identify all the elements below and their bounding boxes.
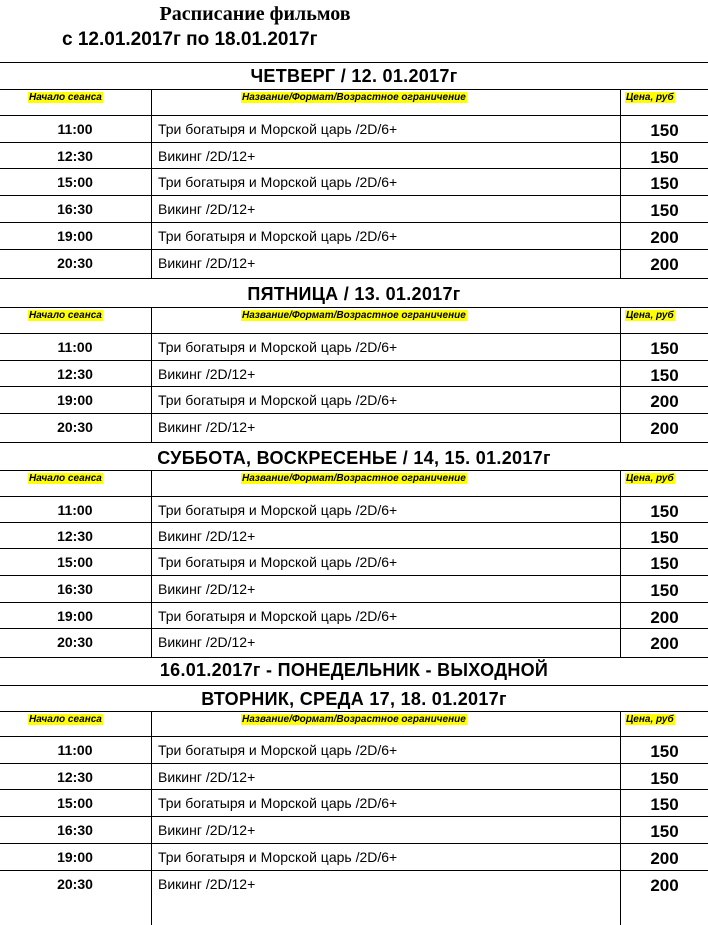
col-header-price-label: Цена, руб bbox=[626, 473, 674, 484]
row-film: Викинг /2D/12+ bbox=[158, 419, 256, 435]
row-time: 12:30 bbox=[57, 769, 93, 785]
section-divider bbox=[0, 442, 708, 443]
row-time: 11:00 bbox=[57, 502, 93, 518]
row-film: Три богатыря и Морской царь /2D/6+ bbox=[158, 228, 398, 244]
row-film: Три богатыря и Морской царь /2D/6+ bbox=[158, 392, 398, 408]
col-header-start-label: Начало сеанса bbox=[29, 714, 102, 725]
row-divider bbox=[0, 249, 708, 250]
row-price: 200 bbox=[650, 392, 679, 411]
col-header-divider bbox=[0, 333, 708, 334]
row-film: Викинг /2D/12+ bbox=[158, 769, 256, 785]
row-time: 11:00 bbox=[57, 339, 93, 355]
row-divider bbox=[0, 763, 708, 764]
schedule-period: с 12.01.2017г по 18.01.2017г bbox=[62, 29, 318, 50]
col-header-price bbox=[625, 92, 675, 104]
row-divider bbox=[0, 168, 708, 169]
col-header-title bbox=[241, 714, 467, 726]
col-header-divider bbox=[0, 736, 708, 737]
row-time: 16:30 bbox=[57, 581, 93, 597]
row-price: 200 bbox=[650, 255, 679, 274]
row-price: 150 bbox=[650, 581, 679, 600]
row-price: 150 bbox=[650, 366, 679, 385]
col-header-title-label: Название/Формат/Возрастное ограничение bbox=[242, 92, 466, 103]
day-heading: ПЯТНИЦА / 13. 01.2017г bbox=[247, 284, 461, 304]
row-time: 12:30 bbox=[57, 366, 93, 382]
day-heading: ЧЕТВЕРГ / 12. 01.2017г bbox=[250, 66, 458, 86]
col-header-price-label: Цена, руб bbox=[626, 92, 674, 103]
row-time: 16:30 bbox=[57, 201, 93, 217]
row-divider bbox=[0, 870, 708, 871]
header-divider bbox=[0, 470, 708, 471]
row-time: 19:00 bbox=[57, 392, 93, 408]
col-header-start bbox=[28, 714, 103, 726]
row-film: Три богатыря и Морской царь /2D/6+ bbox=[158, 742, 398, 758]
row-divider bbox=[0, 386, 708, 387]
col-header-start bbox=[28, 92, 103, 104]
row-time: 20:30 bbox=[57, 419, 93, 435]
col-header-title bbox=[241, 473, 467, 485]
row-price: 150 bbox=[650, 554, 679, 573]
row-film: Викинг /2D/12+ bbox=[158, 581, 256, 597]
col-header-start bbox=[28, 310, 103, 322]
col-header-price bbox=[625, 310, 675, 322]
row-price: 150 bbox=[650, 339, 679, 358]
row-film: Три богатыря и Морской царь /2D/6+ bbox=[158, 339, 398, 355]
day-heading: ВТОРНИК, СРЕДА 17, 18. 01.2017г bbox=[201, 689, 507, 709]
section-divider bbox=[0, 278, 708, 279]
row-film: Три богатыря и Морской царь /2D/6+ bbox=[158, 174, 398, 190]
row-price: 150 bbox=[650, 148, 679, 167]
row-film: Три богатыря и Морской царь /2D/6+ bbox=[158, 121, 398, 137]
row-film: Викинг /2D/12+ bbox=[158, 255, 256, 271]
col-header-price bbox=[625, 473, 675, 485]
row-time: 15:00 bbox=[57, 174, 93, 190]
row-divider bbox=[0, 548, 708, 549]
row-film: Викинг /2D/12+ bbox=[158, 876, 256, 892]
row-divider bbox=[0, 789, 708, 790]
row-divider bbox=[0, 522, 708, 523]
row-price: 200 bbox=[650, 419, 679, 438]
row-film: Викинг /2D/12+ bbox=[158, 822, 256, 838]
column-divider bbox=[151, 307, 152, 442]
row-time: 12:30 bbox=[57, 528, 93, 544]
row-film: Викинг /2D/12+ bbox=[158, 634, 256, 650]
row-price: 150 bbox=[650, 742, 679, 761]
header-divider bbox=[0, 89, 708, 90]
row-divider bbox=[0, 575, 708, 576]
day-heading: СУББОТА, ВОСКРЕСЕНЬЕ / 14, 15. 01.2017г bbox=[157, 448, 551, 468]
section-divider bbox=[0, 685, 708, 686]
col-header-title bbox=[241, 92, 467, 104]
row-price: 200 bbox=[650, 228, 679, 247]
row-divider bbox=[0, 222, 708, 223]
row-time: 19:00 bbox=[57, 849, 93, 865]
row-price: 150 bbox=[650, 822, 679, 841]
col-header-price-label: Цена, руб bbox=[626, 310, 674, 321]
row-time: 15:00 bbox=[57, 795, 93, 811]
row-film: Викинг /2D/12+ bbox=[158, 201, 256, 217]
row-price: 200 bbox=[650, 876, 679, 895]
row-divider bbox=[0, 195, 708, 196]
row-time: 12:30 bbox=[57, 148, 93, 164]
row-price: 150 bbox=[650, 121, 679, 140]
row-time: 19:00 bbox=[57, 228, 93, 244]
row-divider bbox=[0, 816, 708, 817]
col-header-divider bbox=[0, 115, 708, 116]
row-price: 150 bbox=[650, 201, 679, 220]
row-divider bbox=[0, 843, 708, 844]
row-film: Викинг /2D/12+ bbox=[158, 528, 256, 544]
row-divider bbox=[0, 602, 708, 603]
row-price: 200 bbox=[650, 634, 679, 653]
row-price: 150 bbox=[650, 769, 679, 788]
row-divider bbox=[0, 413, 708, 414]
row-price: 200 bbox=[650, 849, 679, 868]
col-header-start bbox=[28, 473, 103, 485]
col-header-start-label: Начало сеанса bbox=[29, 310, 102, 321]
row-time: 15:00 bbox=[57, 554, 93, 570]
row-time: 19:00 bbox=[57, 608, 93, 624]
document-title: Расписание фильмов bbox=[159, 3, 351, 25]
row-price: 150 bbox=[650, 502, 679, 521]
row-time: 11:00 bbox=[57, 121, 93, 137]
row-film: Три богатыря и Морской царь /2D/6+ bbox=[158, 849, 398, 865]
row-film: Три богатыря и Морской царь /2D/6+ bbox=[158, 608, 398, 624]
row-time: 11:00 bbox=[57, 742, 93, 758]
row-film: Викинг /2D/12+ bbox=[158, 366, 256, 382]
col-header-title bbox=[241, 310, 467, 322]
col-header-title-label: Название/Формат/Возрастное ограничение bbox=[242, 714, 466, 725]
col-header-price bbox=[625, 714, 675, 726]
column-divider bbox=[151, 711, 152, 925]
col-header-title-label: Название/Формат/Возрастное ограничение bbox=[242, 473, 466, 484]
col-header-price-label: Цена, руб bbox=[626, 714, 674, 725]
row-divider bbox=[0, 142, 708, 143]
col-header-title-label: Название/Формат/Возрастное ограничение bbox=[242, 310, 466, 321]
row-film: Викинг /2D/12+ bbox=[158, 148, 256, 164]
col-header-start-label: Начало сеанса bbox=[29, 473, 102, 484]
row-film: Три богатыря и Морской царь /2D/6+ bbox=[158, 502, 398, 518]
row-divider bbox=[0, 628, 708, 629]
row-time: 20:30 bbox=[57, 634, 93, 650]
row-time: 16:30 bbox=[57, 822, 93, 838]
row-film: Три богатыря и Морской царь /2D/6+ bbox=[158, 795, 398, 811]
row-price: 150 bbox=[650, 174, 679, 193]
row-price: 150 bbox=[650, 795, 679, 814]
row-divider bbox=[0, 360, 708, 361]
header-divider bbox=[0, 711, 708, 712]
row-time: 20:30 bbox=[57, 876, 93, 892]
row-price: 150 bbox=[650, 528, 679, 547]
row-time: 20:30 bbox=[57, 255, 93, 271]
col-header-divider bbox=[0, 496, 708, 497]
section-divider bbox=[0, 62, 708, 63]
closed-day-notice: 16.01.2017г - ПОНЕДЕЛЬНИК - ВЫХОДНОЙ bbox=[159, 660, 549, 680]
col-header-start-label: Начало сеанса bbox=[29, 92, 102, 103]
row-price: 200 bbox=[650, 608, 679, 627]
row-film: Три богатыря и Морской царь /2D/6+ bbox=[158, 554, 398, 570]
header-divider bbox=[0, 307, 708, 308]
